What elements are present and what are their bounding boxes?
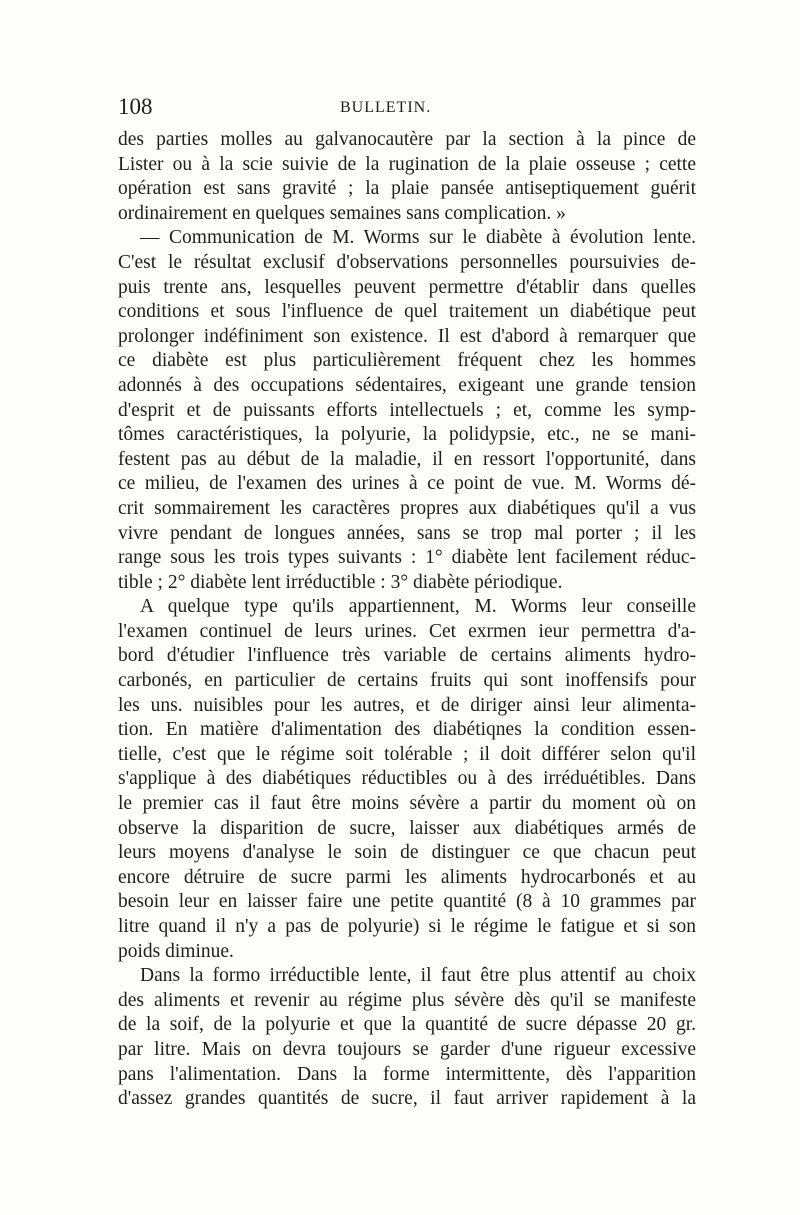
text-line: ordinairement en quelques semaines sans complication. » [118, 202, 566, 224]
text-line: poids diminue. [118, 940, 234, 962]
text-line: ce milieu, de l'examen des urines à ce point de vue. M. Worms dé- [118, 473, 696, 495]
paragraph [118, 226, 696, 595]
text-line: le premier cas il faut être moins sévère a partir du moment où on [118, 793, 696, 815]
text-line: range sous les trois types suivants : 1° diabète lent facilement réduc- [118, 547, 696, 569]
text-line: ce diabète est plus particulièrement fréquent chez les hommes [118, 350, 696, 372]
text-line: par litre. Mais on devra toujours se garder d'une rigueur excessive [118, 1038, 696, 1060]
text-line: Lister ou à la scie suivie de la rugination de la plaie osseuse ; cette [118, 153, 696, 175]
text-line: besoin leur en laisser faire une petite quantité (8 à 10 grammes par [118, 891, 696, 913]
text-line: conditions et sous l'influence de quel traitement un diabétique peut [118, 301, 696, 323]
page-number: 108 [118, 94, 153, 119]
text-line: tielle, c'est que le régime soit tolérable ; il doit différer selon qu'il [118, 743, 696, 765]
text-line: crit sommairement les caractères propres aux diabétiques qu'il a vus [118, 497, 696, 519]
running-head: BULLETIN. [340, 99, 432, 116]
text-line: encore détruire de sucre parmi les aliments hydrocarbonés et au [118, 866, 696, 888]
text-line: de la soif, de la polyurie et que la quantité de sucre dépasse 20 gr. [118, 1014, 696, 1036]
text-line: A quelque type qu'ils appartiennent, M. Worms leur conseille [140, 596, 696, 618]
text-line: bord d'étudier l'influence très variable de certains aliments hydro- [118, 645, 696, 667]
text-line: opération est sans gravité ; la plaie pansée antiseptiquement guérit [118, 178, 696, 200]
text-line: carbonés, en particulier de certains fruits qui sont inoffensifs pour [118, 670, 696, 692]
text-line: prolonger indéfiniment son existence. Il est d'abord à remarquer que [118, 325, 696, 347]
paragraph [118, 595, 696, 964]
page-header [118, 92, 698, 122]
text-line: Dans la formo irréductible lente, il faut être plus attentif au choix [140, 965, 696, 987]
text-line: adonnés à des occupations sédentaires, exigeant une grande tension [118, 374, 696, 396]
text-line: des parties molles au galvanocautère par la section à la pince de [118, 129, 696, 150]
text-line: pans l'alimentation. Dans la forme intermittente, dès l'apparition [118, 1063, 696, 1085]
text-line: puis trente ans, lesquelles peuvent permettre d'établir dans quelles [118, 276, 696, 298]
text-line: C'est le résultat exclusif d'observations personnelles poursuivies de- [118, 251, 696, 273]
text-line: vivre pendant de longues années, sans se trop mal porter ; il les [118, 522, 696, 544]
text-line: l'examen continuel de leurs urines. Cet exrmen ieur permettra d'a- [118, 620, 696, 642]
text-line: les uns. nuisibles pour les autres, et de diriger ainsi leur alimenta- [118, 694, 696, 716]
paragraph [118, 964, 696, 1112]
text-line: des aliments et revenir au régime plus sévère dès qu'il se manifeste [118, 989, 696, 1011]
text-line: — Communication de M. Worms sur le diabète à évolution lente. [140, 227, 696, 249]
text-line: tion. En matière d'alimentation des diabétiqnes la condition essen- [118, 719, 696, 741]
text-line: s'applique à des diabétiques réductibles ou à des irréduétibles. Dans [118, 768, 696, 790]
paragraph [118, 128, 696, 226]
text-line: leurs moyens d'analyse le soin de distinguer ce que chacun peut [118, 842, 696, 864]
text-line: tômes caractéristiques, la polyurie, la polidypsie, etc., ne se mani- [118, 424, 696, 446]
text-line: tible ; 2° diabète lent irréductible : 3° diabète périodique. [118, 571, 563, 593]
text-line: observe la disparition de sucre, laisser aux diabétiques armés de [118, 817, 696, 839]
text-line: d'assez grandes quantités de sucre, il faut arriver rapidement à la [118, 1088, 696, 1110]
text-line: litre quand il n'y a pas de polyurie) si le régime le fatigue et si son [118, 916, 696, 937]
body-text [118, 128, 696, 1112]
text-line: d'esprit et de puissants efforts intellectuels ; et, comme les symp- [118, 399, 696, 421]
text-line: festent pas au début de la maladie, il en ressort l'opportunité, dans [118, 448, 696, 470]
